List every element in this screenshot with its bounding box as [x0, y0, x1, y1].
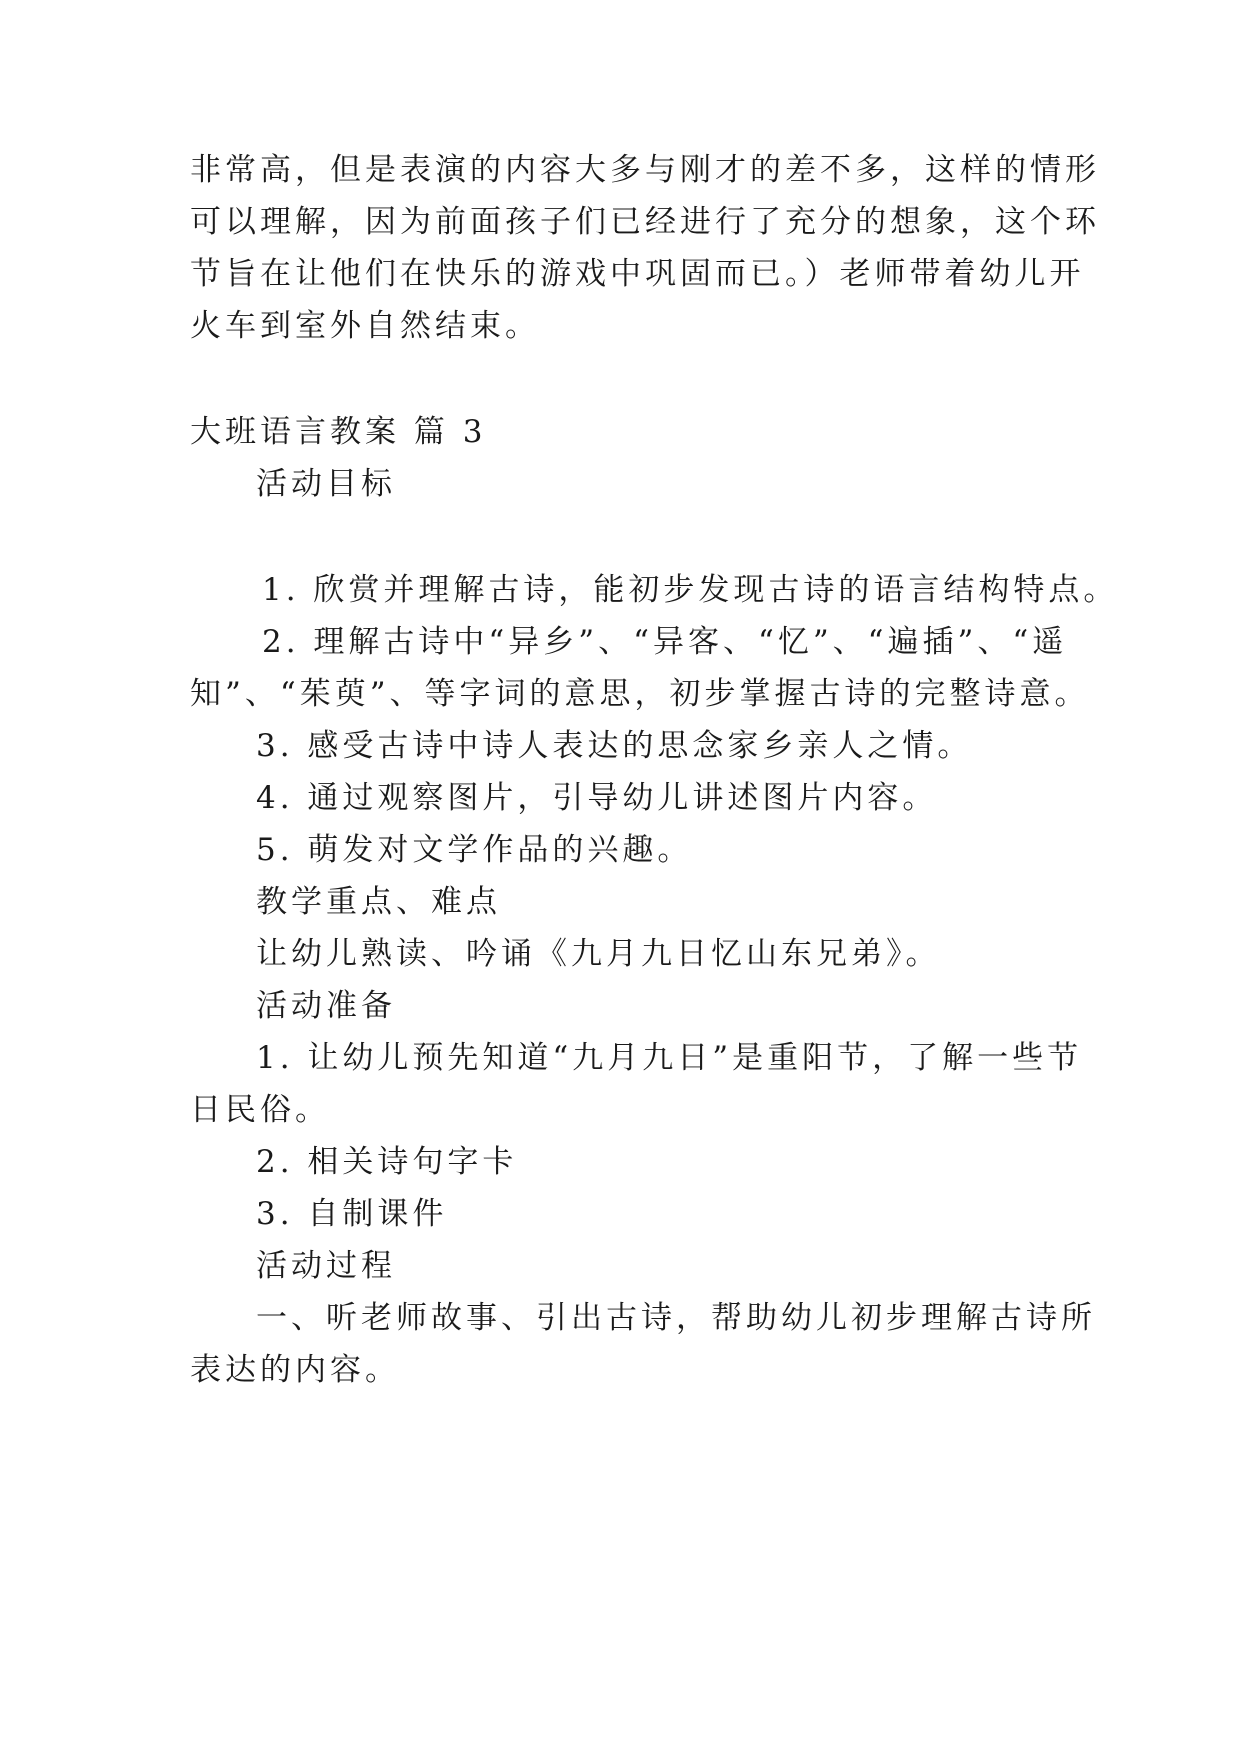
key-points-heading: 教学重点、难点 [256, 884, 501, 920]
intro-line-4: 火车到室外自然结束。 [190, 308, 540, 344]
goal-item-4: 4. 通过观察图片，引导幼儿讲述图片内容。 [256, 780, 938, 816]
key-points-text: 让幼儿熟读、吟诵《九月九日忆山东兄弟》。 [256, 936, 941, 972]
process-heading: 活动过程 [256, 1248, 396, 1284]
section-title: 大班语言教案 篇 3 [190, 414, 487, 450]
intro-line-2: 可以理解，因为前面孩子们已经进行了充分的想象，这个环 [190, 204, 1100, 240]
goal-item-2-cont: 知”、“茱萸”、等字词的意思，初步掌握古诗的完整诗意。 [190, 676, 1090, 712]
intro-line-3: 节旨在让他们在快乐的游戏中巩固而已。）老师带着幼儿开 [190, 256, 1085, 292]
prep-item-1-cont: 日民俗。 [190, 1092, 330, 1128]
goal-item-3: 3. 感受古诗中诗人表达的思念家乡亲人之情。 [256, 728, 973, 764]
prep-heading: 活动准备 [256, 988, 396, 1024]
process-item-1: 一、听老师故事、引出古诗，帮助幼儿初步理解古诗所 [256, 1300, 1096, 1336]
intro-line-1: 非常高，但是表演的内容大多与刚才的差不多，这样的情形 [190, 152, 1100, 188]
goal-item-5: 5. 萌发对文学作品的兴趣。 [256, 832, 693, 868]
goals-heading: 活动目标 [256, 466, 396, 502]
prep-item-1: 1. 让幼儿预先知道“九月九日”是重阳节，了解一些节 [256, 1040, 1083, 1076]
process-item-1-cont: 表达的内容。 [190, 1352, 400, 1388]
prep-item-3: 3. 自制课件 [256, 1196, 448, 1232]
prep-item-2: 2. 相关诗句字卡 [256, 1144, 518, 1180]
goal-item-2: 2. 理解古诗中“异乡”、“异客、“忆”、“遍插”、“遥 [262, 624, 1068, 660]
goal-item-1: 1. 欣赏并理解古诗，能初步发现古诗的语言结构特点。 [262, 572, 1119, 608]
